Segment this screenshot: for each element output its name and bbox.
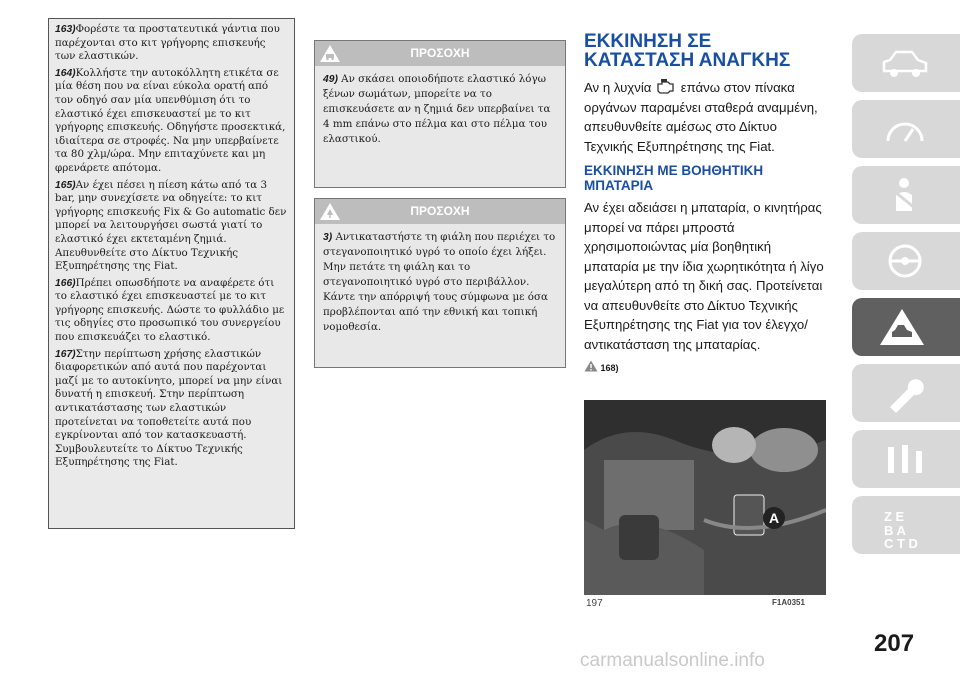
warning-header: ΠΡΟΣΟΧΗ [315, 199, 565, 224]
seatbelt-icon [880, 175, 930, 215]
warning-car-icon [880, 307, 930, 347]
tools-icon [880, 439, 930, 479]
section-title: ΕΚΚΙΝΗΣΗ ΣΕ ΚΑΤΑΣΤΑΣΗ ΑΝΑΓΚΗΣ [584, 31, 791, 71]
chapter-tabs [852, 34, 960, 562]
warning-reference: 168) [584, 360, 824, 373]
tab-dashboard[interactable] [852, 100, 960, 158]
steering-wheel-icon [880, 241, 930, 281]
alphabet-index-icon [880, 505, 940, 549]
tab-driving[interactable] [852, 232, 960, 290]
svg-text:Z E: Z E [884, 509, 905, 524]
car-icon [880, 43, 930, 83]
note-164: 164)Κολλήστε την αυτοκόλλητη ετικέτα σε μία θέση που να είναι εύκολα ορατή από τον οδηγό σαν μία υπενθύμιση ότι το ελαστικό έχει επισκευαστεί με το κιτ γρήγορης επισκευής. Οδηγήστε προσεκτικά, ιδιαίτερα σε στροφές. Να μην υπερβαίνετε τα 80 χλμ/ώρα. Μην επιταχύνετε και μη φρενάρετε απότομα. [55, 66, 286, 174]
section-content [584, 32, 824, 373]
car-skid-warning-icon [319, 44, 341, 63]
paragraph-warning-light: Αν η λυχνία επάνω στον πίνακα οργάνων παραμένει σταθερά αναμμένη, απευθυνθείτε αμέσως στο Δίκτυο Τεχνικής Εξυπηρέτησης της Fiat. [584, 80, 818, 154]
notes-box [48, 18, 295, 529]
warning-text: Αντικαταστήστε τη φιάλη που περιέχει το στεγανοποιητικό υγρό το οποίο έχει λήξει. Μην πετάτε τη φιάλη και το στεγανοποιητικό υγρό στο περιβάλλον. Κάντε την απόρριψή τους σύμφωνα με όσα προβλέπονται από την εθνική και τοπική νομοθεσία. [323, 231, 556, 333]
figure-number: 197 [586, 598, 603, 609]
watermark: carmanualsonline.info [580, 650, 765, 671]
warning-triangle-icon [584, 360, 598, 372]
note-167: 167)Στην περίπτωση χρήσης ελαστικών διαφορετικών από αυτά που παρέχονται μαζί με το αυτοκίνητο, μπορεί να μην είναι δυνατή η επισκευή. Στην περίπτωση αντικατάστασης των ελαστικών προτείνεται να τοποθετείτε αυτά που εγκρίνονται από τον κατασκευαστή. Συμβουλευτείτε το Δίκτυο Τεχνικής Εξυπηρέτησης της Fiat. [55, 347, 283, 469]
warning-box-2: ΠΡΟΣΟΧΗ 3) Αντικαταστήστε τη φιάλη που περιέχει το στεγανοποιητικό υγρό το οποίο έχει λήξει. Μην πετάτε τη φιάλη και το στεγανοποιητικό υγρό στο περιβάλλον. Κάντε την απόρριψή τους σύμφωνα με όσα προβλέπονται από την εθνική και τοπική νομοθεσία. [314, 198, 566, 368]
engine-bay-photo [584, 400, 826, 595]
warning-text: Αν σκάσει οποιοδήποτε ελαστικό λόγω ξένων σωμάτων, μπορείτε να το επισκευάσετε αν η ζημιά δεν υπερβαίνει τα 4 mm επάνω στο πέλμα και στο πέλμα του ελαστικού. [323, 73, 551, 145]
tab-emergency[interactable] [852, 298, 960, 356]
warning-header: ΠΡΟΣΟΧΗ [315, 41, 565, 66]
tab-car-overview[interactable] [852, 34, 960, 92]
warning-box-1: ΠΡΟΣΟΧΗ 49) Αν σκάσει οποιοδήποτε ελαστικό λόγω ξένων σωμάτων, μπορείτε να το επισκευάσετε αν η ζημιά δεν υπερβαίνει τα 4 mm επάνω στο πέλμα και στο πέλμα του ελαστικού. [314, 40, 566, 188]
figure-label: A [768, 510, 780, 526]
tab-maintenance[interactable] [852, 364, 960, 422]
svg-text:B A: B A [884, 523, 906, 538]
tab-index[interactable] [852, 496, 960, 554]
gauge-icon [880, 109, 930, 149]
engine-warning-light-icon [655, 78, 677, 94]
figure-code: F1A0351 [772, 598, 805, 607]
wrench-icon [880, 373, 930, 413]
subsection-title: ΕΚΚΙΝΗΣΗ ΜΕ ΒΟΗΘΗΤΙΚΗ ΜΠΑΤΑΡΙΑ [584, 163, 764, 193]
paragraph-booster-battery: Αν έχει αδειάσει η μπαταρία, ο κινητήρας μπορεί να πάρει μπροστά χρησιμοποιώντας μία βοηθητική μπαταρία με την ίδια χωρητικότητα ή λίγο μεγαλύτερη από τη δική σας. Προτείνεται να απευθυνθείτε στο Δίκτυο Τεχνικής Εξυπηρέτησης της Fiat για τον έλεγχο/αντικατάσταση της μπαταρίας. [584, 200, 824, 352]
tab-technical-data[interactable] [852, 430, 960, 488]
environment-warning-icon [319, 202, 341, 221]
svg-text:C T D: C T D [884, 536, 918, 549]
tab-safety[interactable] [852, 166, 960, 224]
page-number: 207 [874, 630, 915, 657]
note-166: 166)Πρέπει οπωσδήποτε να αναφέρετε ότι το ελαστικό έχει επισκευαστεί με το κιτ γρήγορης επισκευής. Δώστε το φυλλάδιο με τις οδηγίες στο προσωπικό του συνεργείου που επισκευάζει το ελαστικό. [55, 276, 285, 344]
note-163: 163)Φορέστε τα προστατευτικά γάντια που παρέχονται στο κιτ γρήγορης επισκευής των ελαστικών. [55, 23, 280, 63]
note-165: 165)Αν έχει πέσει η πίεση κάτω από τα 3 bar, μην συνεχίσετε να οδηγείτε: το κιτ γρήγορης επισκευής Fix & Go automatic δεν μπορεί να λειτουργήσει σωστά γιατί το ελαστικό έχει εκτεταμένη ζημιά. Απευθυνθείτε στο Δίκτυο Τεχνικής Εξυπηρέτησης της Fiat. [55, 178, 287, 273]
